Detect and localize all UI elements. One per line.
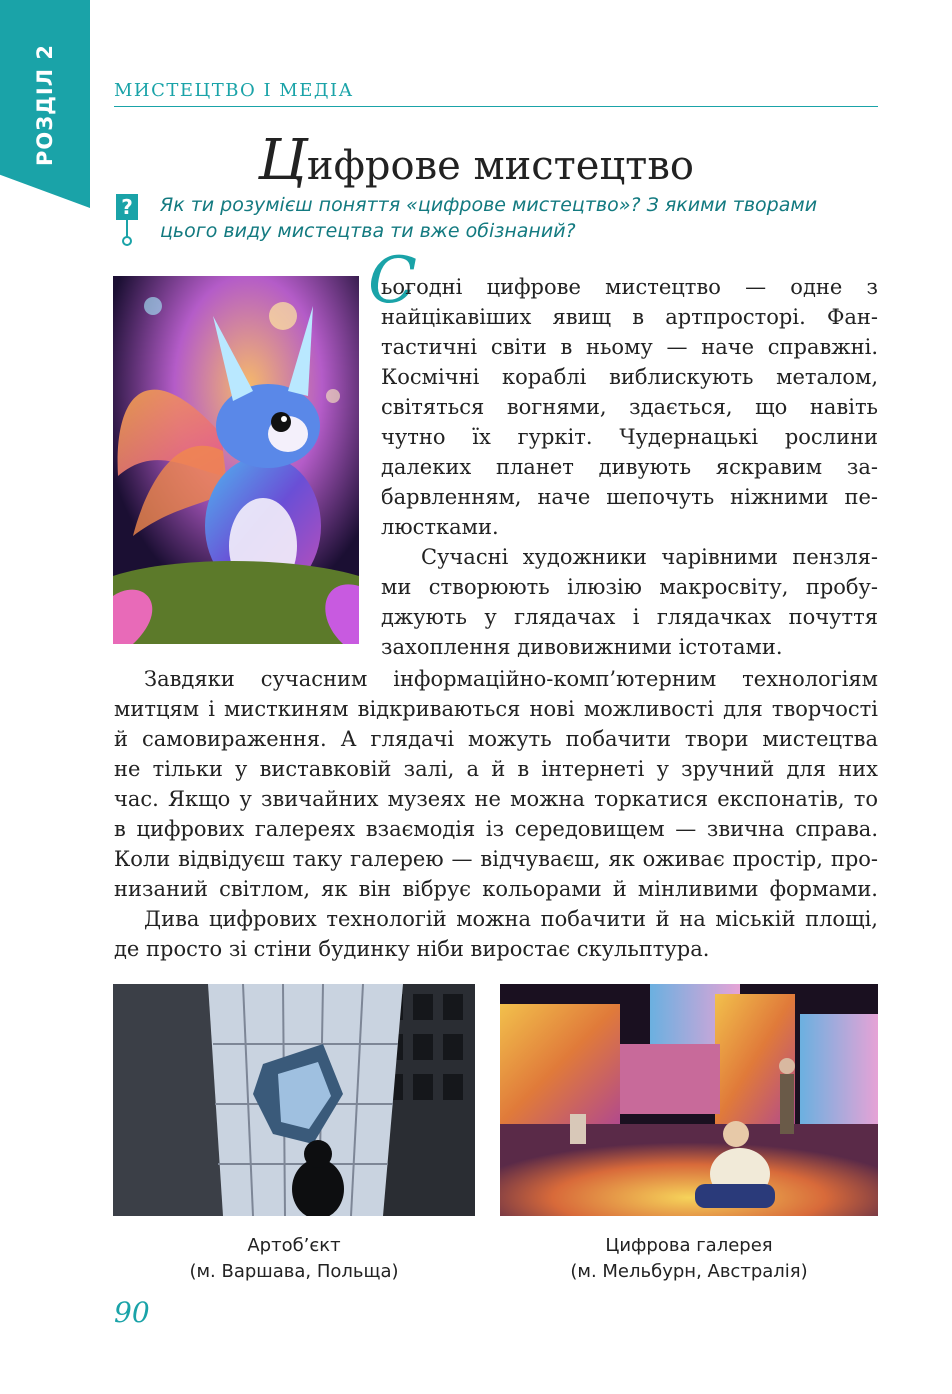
- text-line: тастичні світи в ньому — наче справжні.: [381, 335, 878, 359]
- photo-caption-warsaw: [113, 1233, 475, 1285]
- question-icon-dot: [122, 236, 132, 246]
- text-line: ми створюють ілюзію макросвіту, пробу-: [381, 575, 878, 599]
- text-line: Сучасні художники чарівними пензля-: [421, 545, 878, 569]
- caption-location: (м. Мельбурн, Австралія): [570, 1261, 808, 1282]
- text-line: Космічні кораблі виблискують металом,: [381, 365, 878, 389]
- text-line: ьогодні цифрове мистецтво — одне з: [381, 275, 878, 299]
- header-rule: [114, 106, 878, 107]
- page-title: [0, 128, 952, 193]
- title-rest: ифрове мистецтво: [306, 143, 694, 189]
- text-line: низаний світлом, як він вібрує кольорами й мінливими формами.: [114, 877, 878, 901]
- text-line: не тільки у виставковій залі, а й в інтернеті у зручний для них: [114, 757, 878, 781]
- caption-location: (м. Варшава, Польща): [189, 1261, 399, 1282]
- text-line: Завдяки сучасним інформаційно-комп’ютерним технологіям: [144, 667, 878, 691]
- art-object-photo: [113, 984, 475, 1216]
- text-line: найцікавіших явищ в артпросторі. Фан-: [381, 305, 878, 329]
- question-text: [160, 192, 890, 244]
- text-line: Коли відвідуєш таку галерею — відчуваєш, як оживає простір, про-: [114, 847, 878, 871]
- text-line: джують у глядачах і глядачках почуття: [381, 605, 878, 629]
- page-number: 90: [114, 1296, 150, 1329]
- text-line: в цифрових галереях взаємодія із середовищем — звична справа.: [114, 817, 878, 841]
- text-line: час. Якщо у звичайних музеях не можна торкатися експонатів, то: [114, 787, 878, 811]
- section-header: МИСТЕЦТВО І МЕДІА: [114, 80, 354, 101]
- chapter-tab-label: РОЗДІЛ 2: [33, 43, 57, 167]
- question-line: цього виду мистецтва ти вже обізнаний?: [160, 220, 576, 242]
- text-line: митцям і мисткиням відкриваються нові можливості для творчості: [114, 697, 878, 721]
- question-line: Як ти розумієш поняття «цифрове мистецтво»? З якими творами: [160, 194, 818, 216]
- text-line: й самовираження. А глядачі можуть побачити твори мистецтва: [114, 727, 878, 751]
- text-line: люстками.: [381, 515, 499, 539]
- text-line: далеких планет дивують яскравим за-: [381, 455, 878, 479]
- photo-caption-melbourne: [500, 1233, 878, 1285]
- question-icon: ?: [116, 194, 138, 220]
- drop-cap: С: [368, 244, 417, 318]
- caption-title: Артоб’єкт: [247, 1235, 341, 1256]
- digital-gallery-photo: [500, 984, 878, 1216]
- intro-text: [381, 272, 878, 662]
- title-initial: Ц: [258, 128, 307, 193]
- text-line: світяться вогнями, здається, що навіть: [381, 395, 878, 419]
- text-line: Дива цифрових технологій можна побачити й на міській площі,: [144, 907, 878, 931]
- text-line: чутно їх гуркіт. Чудернацькі рослини: [381, 425, 878, 449]
- text-line: барвленням, наче шепочуть ніжними пе-: [381, 485, 878, 509]
- caption-title: Цифрова галерея: [605, 1235, 773, 1256]
- text-line: захоплення дивовижними істотами.: [381, 635, 783, 659]
- body-text: [114, 664, 878, 964]
- text-line: де просто зі стіни будинку ніби виростає скульптура.: [114, 937, 710, 961]
- fantasy-creature-illustration: [113, 276, 359, 644]
